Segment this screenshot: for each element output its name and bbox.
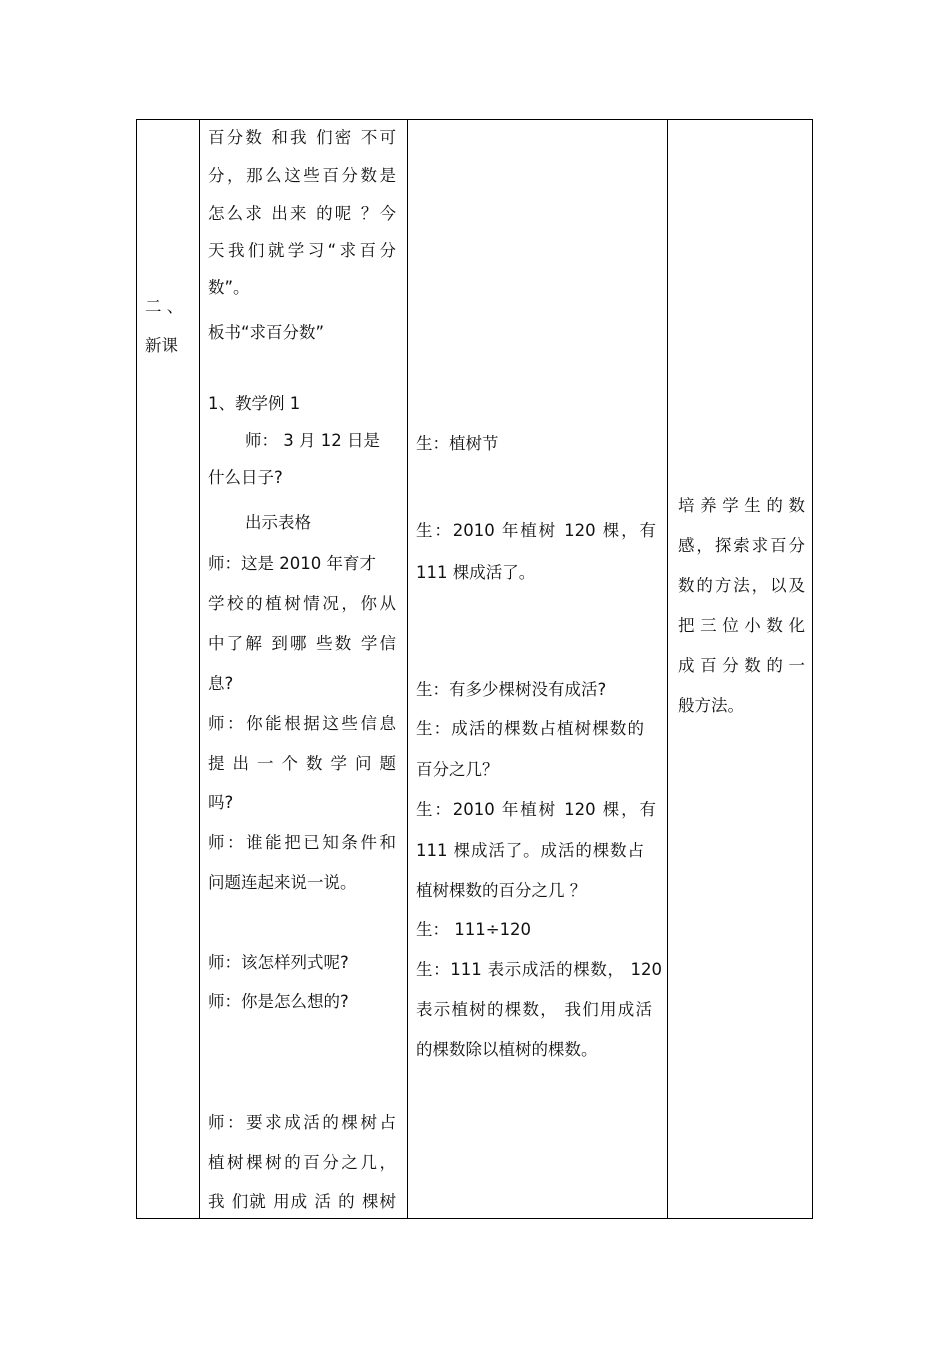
teacher-line: 天我们就学习“求百分: [208, 241, 396, 260]
student-line: 的棵数除以植树的棵数。: [416, 1040, 598, 1059]
teacher-line: 师： 3 月 12 日是: [245, 431, 380, 450]
teacher-line: 出示表格: [245, 513, 311, 532]
section-number: 二 、: [145, 297, 184, 316]
section-name: 新课: [145, 336, 178, 355]
purpose-line: 培 养 学 生 的 数: [678, 496, 805, 515]
teacher-line: 1、教学例 1: [208, 394, 301, 413]
purpose-line: 数的方法，以及: [678, 576, 805, 595]
student-line: 生：111 表示成活的棵数， 120: [416, 960, 662, 979]
teacher-line: 学校的植树情况，你从: [208, 594, 396, 613]
student-line: 生：成活的棵数占植树棵数的: [416, 719, 644, 738]
teacher-line: 百分数 和我 们密 不可: [208, 128, 396, 147]
student-line: 百分之几？: [416, 760, 499, 779]
teacher-line: 师：谁能把已知条件和: [208, 833, 396, 852]
teacher-line: 中了解 到哪 些数 学信: [208, 634, 396, 653]
teacher-line: 吗?: [208, 793, 234, 812]
teacher-line: 植树棵树的百分之几，: [208, 1153, 396, 1172]
teacher-line: 数”。: [208, 278, 250, 297]
student-line: 生： 111÷120: [416, 920, 532, 939]
purpose-line: 感，探索求百分: [678, 536, 805, 555]
teacher-line: 息?: [208, 674, 234, 693]
purpose-cell: [668, 120, 814, 1218]
teacher-activity-cell: [200, 120, 408, 1218]
teacher-line: 师：你能根据这些信息: [208, 714, 396, 733]
student-line: 111 棵成活了。成活的棵数占: [416, 841, 644, 860]
student-line: 111 棵成活了。: [416, 563, 536, 582]
student-line: 生：2010 年植树 120 棵，有: [416, 800, 656, 819]
teacher-line: 怎么求 出来 的呢 ？今: [208, 204, 396, 223]
student-line: 生：有多少棵树没有成活?: [416, 680, 607, 699]
lesson-table: [136, 119, 813, 1219]
teacher-line: 板书“求百分数”: [208, 323, 325, 342]
student-activity-cell: [408, 120, 668, 1218]
teacher-line: 分，那么这些百分数是: [208, 166, 396, 185]
purpose-line: 把 三 位 小 数 化: [678, 616, 805, 635]
student-line: 表示植树的棵数， 我们用成活: [416, 1000, 652, 1019]
teacher-line: 师：该怎样列式呢?: [208, 953, 349, 972]
teacher-line: 师：要求成活的棵树占: [208, 1113, 396, 1132]
student-line: 生：2010 年植树 120 棵，有: [416, 521, 656, 540]
teacher-line: 师：这是 2010 年育才: [208, 554, 376, 573]
teacher-line: 什么日子?: [208, 468, 283, 487]
teacher-line: 问题连起来说一说。: [208, 873, 357, 892]
student-line: 植树棵数的百分之几 ？: [416, 881, 587, 900]
purpose-line: 成 百 分 数 的 一: [678, 656, 805, 675]
purpose-line: 般方法。: [678, 696, 744, 715]
teacher-line: 师：你是怎么想的?: [208, 992, 349, 1011]
section-cell: [137, 120, 200, 1218]
student-line: 生：植树节: [416, 434, 499, 453]
teacher-line: 我 们就 用成 活 的 棵树: [208, 1192, 396, 1211]
teacher-line: 提 出 一 个 数 学 问 题: [208, 754, 396, 773]
